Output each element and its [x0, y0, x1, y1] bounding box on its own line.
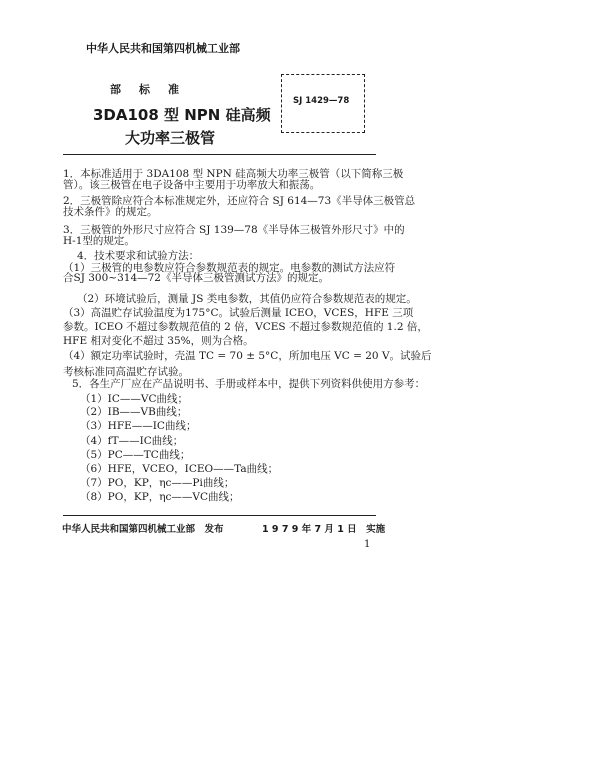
list-item: （4）fT——IC曲线；	[80, 435, 184, 447]
body-line: （4）额定功率试验时，壳温 TC = 70 ± 5°C，所加电压 VC = 20 V。试验后	[63, 350, 432, 362]
header-divider	[63, 154, 376, 155]
standard-type: 部标准	[110, 83, 197, 96]
body-line: HFE 相对变化不超过 35%，则为合格。	[63, 335, 254, 347]
document-title-line-1: 3DA108 型 NPN 硅高频	[93, 106, 271, 124]
body-line: 考核标准同高温贮存试验。	[63, 366, 189, 378]
body-line: （3）高温贮存试验温度为175°C。试验后测量 ICEO，VCES，HFE 三项	[63, 307, 414, 319]
body-line: H-1型的规定。	[63, 235, 135, 247]
list-item: （5）PC——TC曲线；	[80, 449, 191, 461]
body-line: 参数。ICEO 不超过参数规范值的 2 倍，VCES 不超过参数规范值的 1.2 倍，	[63, 321, 428, 333]
body-line: 2．三极管除应符合本标准规定外，还应符合 SJ 614—73《半导体三极管总	[63, 195, 416, 207]
list-item: （7）PO，KP，ηc——Pi曲线；	[80, 477, 235, 489]
publisher: 中华人民共和国第四机械工业部 发布	[62, 524, 224, 535]
list-item: （6）HFE，VCEO，ICEO——Ta曲线；	[80, 463, 279, 475]
issuer-heading: 中华人民共和国第四机械工业部	[86, 42, 240, 55]
body-line: 技术条件》的规定。	[63, 206, 158, 218]
body-line: 4．技术要求和试验方法：	[77, 250, 200, 262]
list-item: （1）IC——VC曲线；	[80, 393, 188, 405]
body-line: （2）环境试验后，测量 JS 类电参数，其值仍应符合参数规范表的规定。	[77, 293, 417, 305]
standard-code: SJ 1429—78	[293, 96, 350, 106]
body-line: 管）。该三极管在电子设备中主要用于功率放大和振荡。	[63, 179, 321, 191]
body-line: （1）三极管的电参数应符合参数规范表的规定。电参数的测试方法应符	[63, 262, 396, 274]
effective-date: 1 9 7 9 年 7 月 1 日 实施	[262, 524, 386, 535]
footer-divider	[63, 515, 376, 516]
body-line: 3．三极管的外形尺寸应符合 SJ 139—78《半导体三极管外形尺寸》中的	[63, 224, 405, 236]
document-title-line-2: 大功率三极管	[125, 129, 216, 147]
body-line: 合SJ 300~314—72《半导体三极管测试方法》的规定。	[63, 272, 329, 284]
list-item: （8）PO，KP，ηc——VC曲线；	[80, 491, 240, 503]
list-item: （2）IB——VB曲线；	[80, 406, 188, 418]
body-line: 1．本标准适用于 3DA108 型 NPN 硅高频大功率三极管（以下简称三极	[63, 168, 404, 180]
body-line: 5．各生产厂应在产品说明书、手册或样本中，提供下列资料供使用方参考：	[72, 378, 426, 390]
page-number: 1	[364, 539, 371, 550]
list-item: （3）HFE——IC曲线；	[80, 420, 197, 432]
